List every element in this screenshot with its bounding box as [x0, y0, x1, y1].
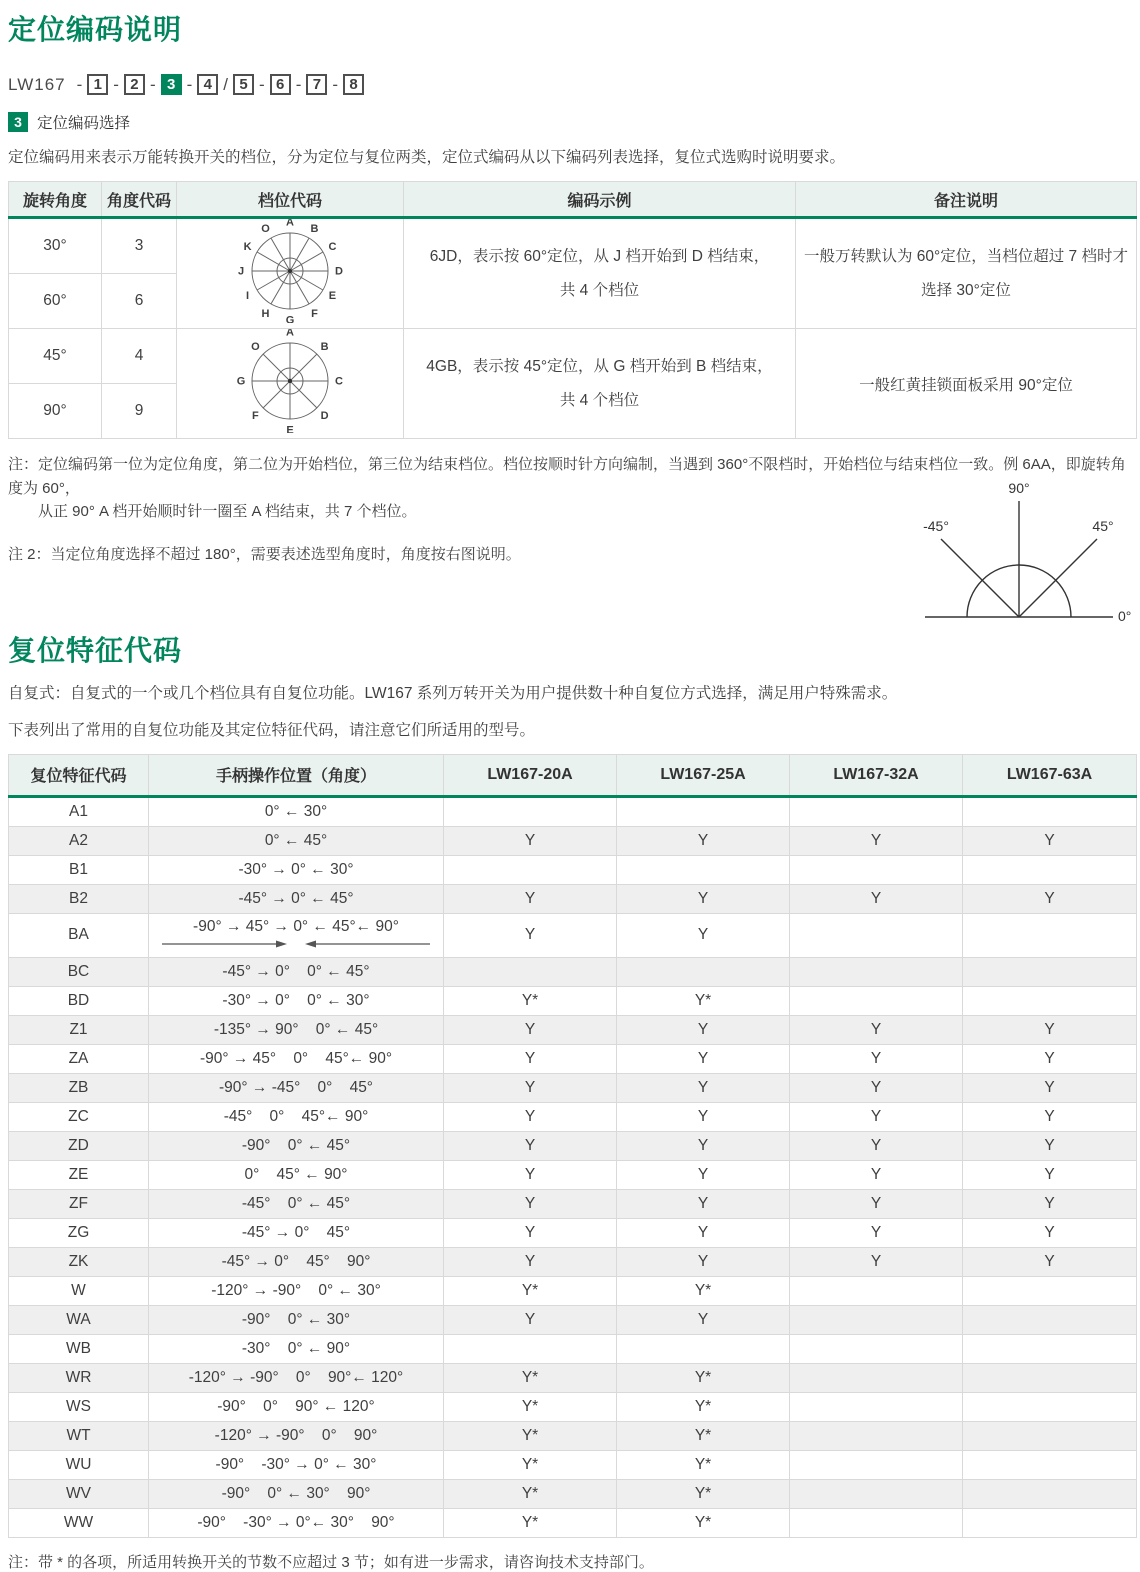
table-row [9, 329, 1137, 384]
reset-table-row-B1 [9, 855, 1137, 884]
example-cell [404, 218, 796, 329]
reset-table-row-W [9, 1276, 1137, 1305]
model-support-cell [790, 796, 963, 826]
model-support-cell [790, 957, 963, 986]
model-separator: - [76, 74, 83, 94]
handle-position-cell: -120° → -90° 0° ← 30° [149, 1276, 444, 1305]
model-support-cell [963, 957, 1137, 986]
model-support-cell [790, 1305, 963, 1334]
svg-text:K: K [243, 241, 252, 254]
col-code-example: 编码示例 [404, 182, 796, 218]
svg-text:F: F [311, 308, 318, 321]
table-footnote: 注：带 * 的各项，所适用转换开关的节数不应超过 3 节；如有进一步需求，请咨询技术支持部门。 [8, 1553, 654, 1571]
model-support-cell [963, 913, 1137, 957]
col-handle-position: 手柄操作位置（角度） [149, 754, 444, 796]
svg-text:B: B [310, 223, 319, 236]
model-support-cell: Y* [444, 1450, 617, 1479]
model-support-cell [790, 1479, 963, 1508]
model-support-cell: Y* [617, 1276, 790, 1305]
reset-code-cell: ZA [9, 1044, 149, 1073]
model-support-cell: Y [617, 1073, 790, 1102]
col-lw167-63a: LW167-63A [963, 754, 1137, 796]
model-support-cell [617, 957, 790, 986]
section2-para2: 下表列出了常用的自复位功能及其定位特征代码，请注意它们所适用的型号。 [8, 721, 536, 739]
code-cell: 3 [102, 218, 177, 274]
model-support-cell [963, 1508, 1137, 1537]
code-cell: 4 [102, 329, 177, 384]
model-support-cell: Y [617, 884, 790, 913]
reset-code-cell: A1 [9, 796, 149, 826]
handle-position-cell: -90° → 45° → 0° ← 45°← 90° [149, 913, 444, 957]
reset-table-row-WS [9, 1392, 1137, 1421]
model-support-cell: Y [617, 1160, 790, 1189]
model-support-cell [444, 796, 617, 826]
dial-12-icon [177, 218, 404, 329]
model-code [8, 74, 1136, 95]
reset-code-cell: ZG [9, 1218, 149, 1247]
reset-code-cell: A2 [9, 826, 149, 855]
model-support-cell: Y* [617, 1421, 790, 1450]
reset-table-row-WB [9, 1334, 1137, 1363]
reset-table-row-WU [9, 1450, 1137, 1479]
model-support-cell: Y [444, 1015, 617, 1044]
model-support-cell: Y [444, 913, 617, 957]
positioning-code-table [8, 181, 1137, 439]
handle-position-cell: -45° 0° ← 45° [149, 1189, 444, 1218]
table-header-row [9, 182, 1137, 218]
reset-code-cell: ZD [9, 1131, 149, 1160]
model-support-cell: Y* [617, 1392, 790, 1421]
svg-text:D: D [320, 410, 329, 423]
model-support-cell [963, 1276, 1137, 1305]
model-support-cell: Y [790, 1247, 963, 1276]
handle-position-cell: -90° -30° → 0° ← 30° [149, 1450, 444, 1479]
model-support-cell [444, 1334, 617, 1363]
svg-text:A: A [286, 329, 294, 339]
remark-line: 一般红黄挂锁面板采用 90°定位 [859, 376, 1073, 394]
model-support-cell: Y* [617, 1508, 790, 1537]
model-support-cell: Y [963, 1015, 1137, 1044]
model-support-cell: Y [617, 1247, 790, 1276]
handle-position-cell: 0° 45° ← 90° [149, 1160, 444, 1189]
col-remark: 备注说明 [796, 182, 1137, 218]
svg-text:A: A [286, 219, 294, 229]
reset-code-cell: WW [9, 1508, 149, 1537]
section2-para1: 自复式：自复式的一个或几个档位具有自复位功能。LW167 系列万转开关为用户提供数十种自复位方式选择，满足用户特殊需求。 [8, 685, 898, 703]
reset-table-row-BA [9, 913, 1137, 957]
model-prefix: LW167 [8, 74, 66, 94]
reset-code-cell: ZB [9, 1073, 149, 1102]
svg-text:-45°: -45° [923, 518, 949, 535]
model-separator: - [186, 74, 193, 94]
reset-code-cell: BA [9, 913, 149, 957]
svg-text:O: O [251, 341, 260, 354]
model-support-cell: Y [617, 1131, 790, 1160]
handle-position-cell: -45° 0° 45°← 90° [149, 1102, 444, 1131]
notes-block [8, 453, 1136, 625]
reset-code-cell: BD [9, 986, 149, 1015]
angle-cell: 45° [9, 329, 102, 384]
model-separator: / [223, 74, 229, 94]
svg-text:J: J [237, 265, 245, 278]
section1-intro: 定位编码用来表示万能转换开关的档位，分为定位与复位两类，定位式编码从以下编码列表选择，复位式选购时说明要求。 [8, 149, 846, 166]
model-support-cell: Y [963, 1073, 1137, 1102]
model-support-cell: Y [963, 884, 1137, 913]
col-gear-code: 档位代码 [177, 182, 404, 218]
model-box-1: 1 [87, 74, 108, 95]
reset-table-row-WW [9, 1508, 1137, 1537]
model-support-cell: Y [617, 1305, 790, 1334]
angle-reference-diagram [919, 479, 1134, 637]
remark-cell [796, 218, 1137, 329]
col-lw167-32a: LW167-32A [790, 754, 963, 796]
model-support-cell: Y [790, 1218, 963, 1247]
model-support-cell [963, 1421, 1137, 1450]
svg-text:90°: 90° [1008, 480, 1030, 497]
handle-position-cell: -90° 0° ← 30° [149, 1305, 444, 1334]
svg-text:E: E [328, 290, 337, 303]
model-support-cell: Y [444, 1131, 617, 1160]
note-1-line-1: 注：定位编码第一位为定位角度，第二位为开始档位，第三位为结束档位。档位按顺时针方向编制，当遇到 360°不限档时，开始档位与结束档位一致。例 6AA，即旋转角度为 60°， [8, 456, 1126, 497]
model-support-cell: Y [617, 1015, 790, 1044]
model-support-cell: Y [963, 1160, 1137, 1189]
model-support-cell: Y* [444, 1276, 617, 1305]
model-support-cell: Y [444, 1305, 617, 1334]
table-row [9, 218, 1137, 274]
reset-table-row-ZB [9, 1073, 1137, 1102]
model-support-cell: Y [617, 1044, 790, 1073]
model-support-cell [963, 1392, 1137, 1421]
handle-position-cell: -90° 0° ← 45° [149, 1131, 444, 1160]
model-support-cell: Y [963, 1131, 1137, 1160]
reset-code-cell: WB [9, 1334, 149, 1363]
example-cell [404, 329, 796, 439]
handle-position-cell: -135° → 90° 0° ← 45° [149, 1015, 444, 1044]
reset-code-cell: ZE [9, 1160, 149, 1189]
model-support-cell: Y [790, 1189, 963, 1218]
section2-title: 复位特征代码 [8, 635, 183, 667]
col-lw167-25a: LW167-25A [617, 754, 790, 796]
angle-cell: 60° [9, 274, 102, 329]
reset-table-row-Z1 [9, 1015, 1137, 1044]
model-support-cell: Y [444, 826, 617, 855]
example-line: 共 4 个档位 [559, 391, 640, 409]
reset-code-cell: ZC [9, 1102, 149, 1131]
svg-text:E: E [286, 424, 294, 434]
model-support-cell [790, 855, 963, 884]
svg-text:C: C [335, 375, 343, 388]
model-support-cell [963, 1305, 1137, 1334]
model-support-cell: Y [963, 1044, 1137, 1073]
handle-position-cell: 0° ← 30° [149, 796, 444, 826]
svg-text:D: D [335, 265, 343, 278]
handle-position-cell: -120° → -90° 0° 90°← 120° [149, 1363, 444, 1392]
note-1-line-2: 从正 90° A 档开始顺时针一圈至 A 档结束，共 7 个档位。 [38, 502, 417, 520]
model-support-cell: Y* [617, 986, 790, 1015]
svg-text:0°: 0° [1118, 608, 1132, 625]
reset-code-cell: ZF [9, 1189, 149, 1218]
model-support-cell: Y [444, 1247, 617, 1276]
reset-table-row-WR [9, 1363, 1137, 1392]
handle-position-cell: -30° 0° ← 90° [149, 1334, 444, 1363]
model-code-boxes [72, 74, 364, 95]
svg-text:G: G [285, 314, 295, 324]
reset-table-row-A1 [9, 796, 1137, 826]
model-support-cell: Y [617, 1102, 790, 1131]
reset-table-row-ZA [9, 1044, 1137, 1073]
reset-table-row-WT [9, 1421, 1137, 1450]
model-support-cell [963, 855, 1137, 884]
model-support-cell [790, 1421, 963, 1450]
reset-table-row-ZK [9, 1247, 1137, 1276]
handle-position-cell: 0° ← 45° [149, 826, 444, 855]
handle-position-cell: -45° → 0° 45° 90° [149, 1247, 444, 1276]
model-support-cell [963, 1479, 1137, 1508]
model-support-cell: Y [790, 1160, 963, 1189]
model-support-cell [790, 1508, 963, 1537]
reset-code-cell: B2 [9, 884, 149, 913]
reset-table-row-ZE [9, 1160, 1137, 1189]
reset-table-row-ZD [9, 1131, 1137, 1160]
model-support-cell: Y [790, 1073, 963, 1102]
model-support-cell [790, 1334, 963, 1363]
model-support-cell: Y [617, 913, 790, 957]
model-support-cell: Y [963, 826, 1137, 855]
handle-position-cell: -30° → 0° ← 30° [149, 855, 444, 884]
model-support-cell [963, 1363, 1137, 1392]
model-support-cell: Y [790, 1015, 963, 1044]
model-separator: - [295, 74, 302, 94]
reset-code-cell: B1 [9, 855, 149, 884]
handle-position-cell: -45° → 0° 0° ← 45° [149, 957, 444, 986]
model-box-2: 2 [124, 74, 145, 95]
model-support-cell: Y [790, 884, 963, 913]
model-support-cell: Y [790, 826, 963, 855]
svg-text:C: C [328, 241, 337, 254]
model-box-5: 5 [233, 74, 254, 95]
handle-position-cell: -90° 0° 90° ← 120° [149, 1392, 444, 1421]
model-support-cell: Y* [444, 1479, 617, 1508]
col-angle-code: 角度代码 [102, 182, 177, 218]
model-support-cell: Y* [444, 1508, 617, 1537]
model-support-cell: Y [617, 826, 790, 855]
svg-text:I: I [246, 290, 250, 303]
model-support-cell [444, 855, 617, 884]
badge-label: 定位编码选择 [37, 115, 131, 132]
model-support-cell: Y [963, 1102, 1137, 1131]
handle-position-cell: -30° → 0° 0° ← 30° [149, 986, 444, 1015]
remark-cell [796, 329, 1137, 439]
example-line: 共 4 个档位 [559, 281, 640, 299]
dial-8-icon [177, 329, 404, 439]
model-support-cell [963, 1334, 1137, 1363]
remark-line: 选择 30°定位 [921, 281, 1011, 299]
reset-feature-table [8, 754, 1137, 1538]
step-3-badge: 3 [8, 112, 28, 132]
model-support-cell [790, 913, 963, 957]
reset-code-cell: WS [9, 1392, 149, 1421]
model-support-cell: Y [790, 1102, 963, 1131]
reset-table-row-B2 [9, 884, 1137, 913]
model-support-cell: Y* [617, 1479, 790, 1508]
svg-text:45°: 45° [1092, 518, 1114, 535]
angle-cell: 90° [9, 384, 102, 439]
model-support-cell: Y [444, 1044, 617, 1073]
model-support-cell: Y [963, 1218, 1137, 1247]
model-support-cell: Y [790, 1044, 963, 1073]
model-box-6: 6 [270, 74, 291, 95]
model-support-cell: Y* [444, 1421, 617, 1450]
model-support-cell [617, 1334, 790, 1363]
model-separator: - [149, 74, 156, 94]
code-cell: 9 [102, 384, 177, 439]
model-support-cell: Y* [617, 1450, 790, 1479]
model-support-cell: Y [617, 1189, 790, 1218]
model-separator: - [113, 74, 119, 94]
reset-table-row-ZC [9, 1102, 1137, 1131]
reset-table-row-BD [9, 986, 1137, 1015]
model-support-cell: Y* [444, 986, 617, 1015]
handle-position-cell: -120° → -90° 0° 90° [149, 1421, 444, 1450]
svg-text:O: O [261, 223, 270, 236]
model-support-cell: Y* [617, 1363, 790, 1392]
model-support-cell: Y [444, 1160, 617, 1189]
col-lw167-20a: LW167-20A [444, 754, 617, 796]
reset-code-cell: WU [9, 1450, 149, 1479]
reset-table-row-ZF [9, 1189, 1137, 1218]
model-support-cell [790, 1363, 963, 1392]
model-box-4: 4 [197, 74, 218, 95]
model-support-cell [790, 1450, 963, 1479]
svg-text:G: G [236, 375, 246, 388]
remark-line: 一般万转默认为 60°定位，当档位超过 7 档时才 [804, 248, 1128, 266]
model-support-cell: Y [444, 1073, 617, 1102]
reset-code-cell: WR [9, 1363, 149, 1392]
svg-text:F: F [251, 410, 259, 423]
col-reset-code: 复位特征代码 [9, 754, 149, 796]
model-box-8: 8 [343, 74, 364, 95]
reset-code-cell: WV [9, 1479, 149, 1508]
model-support-cell: Y [444, 1102, 617, 1131]
model-support-cell [444, 957, 617, 986]
reset-table-row-BC [9, 957, 1137, 986]
model-separator: - [259, 74, 265, 94]
model-support-cell: Y* [444, 1392, 617, 1421]
model-box-3: 3 [161, 74, 182, 95]
model-support-cell: Y [444, 1218, 617, 1247]
handle-position-cell: -90° → 45° 0° 45°← 90° [149, 1044, 444, 1073]
model-support-cell: Y [963, 1247, 1137, 1276]
reset-code-cell: WA [9, 1305, 149, 1334]
note-2: 注 2：当定位角度选择不超过 180°，需要表述选型角度时，角度按右图说明。 [8, 546, 521, 563]
table-header-row [9, 754, 1137, 796]
handle-position-cell: -90° -30° → 0°← 30° 90° [149, 1508, 444, 1537]
model-support-cell: Y [963, 1189, 1137, 1218]
example-line: 6JD，表示按 60°定位，从 J 档开始到 D 档结束， [429, 248, 770, 266]
model-support-cell [790, 1276, 963, 1305]
model-support-cell [963, 986, 1137, 1015]
model-support-cell: Y [444, 884, 617, 913]
example-line: 4GB，表示按 45°定位，从 G 档开始到 B 档结束， [426, 358, 773, 376]
code-cell: 6 [102, 274, 177, 329]
reset-table-row-ZG [9, 1218, 1137, 1247]
reset-table-row-A2 [9, 826, 1137, 855]
model-support-cell [790, 1392, 963, 1421]
angle-cell: 30° [9, 218, 102, 274]
reset-code-cell: Z1 [9, 1015, 149, 1044]
reset-code-cell: ZK [9, 1247, 149, 1276]
col-rotation-angle: 旋转角度 [9, 182, 102, 218]
reset-table-row-WA [9, 1305, 1137, 1334]
model-support-cell [790, 986, 963, 1015]
svg-text:H: H [261, 308, 270, 321]
model-support-cell: Y* [444, 1363, 617, 1392]
model-separator: - [332, 74, 339, 94]
handle-position-cell: -45° → 0° ← 45° [149, 884, 444, 913]
model-support-cell: Y [790, 1131, 963, 1160]
reset-table-row-WV [9, 1479, 1137, 1508]
page-title: 定位编码说明 [8, 14, 183, 45]
reset-code-cell: BC [9, 957, 149, 986]
handle-position-cell: -45° → 0° 45° [149, 1218, 444, 1247]
handle-position-cell: -90° → -45° 0° 45° [149, 1073, 444, 1102]
badge-row [8, 111, 1136, 133]
ba-direction-arrows-icon [156, 940, 436, 950]
model-support-cell [617, 796, 790, 826]
model-support-cell [617, 855, 790, 884]
handle-position-cell: -90° 0° ← 30° 90° [149, 1479, 444, 1508]
svg-text:B: B [320, 341, 329, 354]
reset-code-cell: W [9, 1276, 149, 1305]
model-support-cell [963, 796, 1137, 826]
model-box-7: 7 [306, 74, 327, 95]
reset-code-cell: WT [9, 1421, 149, 1450]
model-support-cell: Y [444, 1189, 617, 1218]
model-support-cell: Y [617, 1218, 790, 1247]
model-support-cell [963, 1450, 1137, 1479]
